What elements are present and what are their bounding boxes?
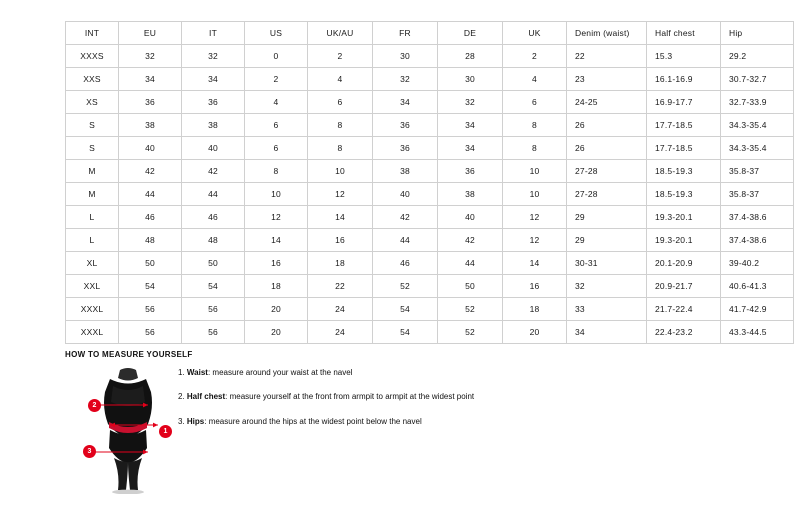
table-header-row [66, 22, 794, 45]
cell-it: 56 [182, 298, 245, 321]
cell-int: S [66, 114, 119, 137]
measure-instruction-half-chest [178, 392, 598, 402]
cell-hip: 37.4-38.6 [721, 206, 794, 229]
measure-number-3: 3. [178, 416, 185, 426]
cell-denim: 24-25 [567, 91, 647, 114]
cell-uk-au: 12 [308, 183, 373, 206]
cell-de: 32 [438, 91, 503, 114]
cell-int: L [66, 229, 119, 252]
cell-hip: 40.6-41.3 [721, 275, 794, 298]
cell-uk-au: 24 [308, 321, 373, 344]
cell-it: 50 [182, 252, 245, 275]
cell-int: M [66, 160, 119, 183]
measure-number-2: 2. [178, 392, 185, 402]
table-row [66, 45, 794, 68]
cell-hip: 35.8-37 [721, 183, 794, 206]
cell-int: XXL [66, 275, 119, 298]
cell-denim: 30-31 [567, 252, 647, 275]
cell-us: 8 [245, 160, 308, 183]
measure-term-waist: Waist [186, 368, 208, 377]
cell-denim: 22 [567, 45, 647, 68]
cell-denim: 32 [567, 275, 647, 298]
column-header-half-chest: Half chest [647, 22, 721, 45]
cell-de: 40 [438, 206, 503, 229]
cell-uk: 8 [503, 114, 567, 137]
cell-us: 0 [245, 45, 308, 68]
cell-eu: 46 [119, 206, 182, 229]
measure-term-hips: Hips [186, 416, 205, 426]
cell-eu: 36 [119, 91, 182, 114]
cell-uk-au: 24 [308, 298, 373, 321]
cell-hip: 32.7-33.9 [721, 91, 794, 114]
table-row [66, 229, 794, 252]
how-to-measure-title: HOW TO MEASURE YOURSELF [65, 350, 193, 359]
cell-int: XXXL [66, 298, 119, 321]
cell-us: 20 [245, 321, 308, 344]
cell-int: XL [66, 252, 119, 275]
cell-it: 54 [182, 275, 245, 298]
cell-eu: 48 [119, 229, 182, 252]
cell-fr: 36 [373, 114, 438, 137]
column-header-eu: EU [119, 22, 182, 45]
cell-de: 30 [438, 68, 503, 91]
measure-instruction-hips [178, 417, 598, 427]
cell-denim: 34 [567, 321, 647, 344]
cell-uk: 18 [503, 298, 567, 321]
cell-uk: 6 [503, 91, 567, 114]
cell-uk-au: 2 [308, 45, 373, 68]
cell-half-chest: 19.3-20.1 [647, 206, 721, 229]
cell-half-chest: 17.7-18.5 [647, 137, 721, 160]
table-row [66, 275, 794, 298]
cell-eu: 40 [119, 137, 182, 160]
cell-hip: 29.2 [721, 45, 794, 68]
cell-uk-au: 22 [308, 275, 373, 298]
column-header-hip: Hip [721, 22, 794, 45]
cell-fr: 44 [373, 229, 438, 252]
cell-half-chest: 17.7-18.5 [647, 114, 721, 137]
cell-de: 38 [438, 183, 503, 206]
cell-fr: 52 [373, 275, 438, 298]
cell-half-chest: 18.5-19.3 [647, 183, 721, 206]
column-header-de: DE [438, 22, 503, 45]
table-row [66, 91, 794, 114]
cell-half-chest: 20.9-21.7 [647, 275, 721, 298]
cell-it: 46 [182, 206, 245, 229]
cell-uk: 10 [503, 160, 567, 183]
cell-us: 18 [245, 275, 308, 298]
cell-eu: 38 [119, 114, 182, 137]
cell-hip: 34.3-35.4 [721, 114, 794, 137]
cell-int: XXXS [66, 45, 119, 68]
cell-us: 2 [245, 68, 308, 91]
mannequin-illustration [78, 366, 178, 494]
measure-badge-3: 3 [83, 445, 96, 458]
cell-half-chest: 22.4-23.2 [647, 321, 721, 344]
cell-int: M [66, 183, 119, 206]
cell-us: 6 [245, 137, 308, 160]
table-row [66, 137, 794, 160]
measure-instructions [178, 368, 598, 441]
cell-eu: 50 [119, 252, 182, 275]
cell-eu: 54 [119, 275, 182, 298]
cell-uk: 8 [503, 137, 567, 160]
cell-us: 16 [245, 252, 308, 275]
size-chart-container [65, 21, 767, 344]
cell-fr: 42 [373, 206, 438, 229]
table-row [66, 252, 794, 275]
cell-us: 6 [245, 114, 308, 137]
cell-denim: 29 [567, 229, 647, 252]
column-header-denim-waist: Denim (waist) [567, 22, 647, 45]
measure-text-waist: : measure around your waist at the navel [207, 368, 353, 377]
measure-number-1: 1. [178, 368, 185, 377]
measure-term-half-chest: Half chest [186, 392, 226, 402]
cell-us: 20 [245, 298, 308, 321]
cell-uk-au: 10 [308, 160, 373, 183]
cell-it: 40 [182, 137, 245, 160]
cell-fr: 46 [373, 252, 438, 275]
measure-text-half-chest: : measure yourself at the front from armpit to armpit at the widest point [225, 392, 475, 402]
cell-fr: 38 [373, 160, 438, 183]
cell-uk: 10 [503, 183, 567, 206]
cell-int: XXS [66, 68, 119, 91]
cell-it: 34 [182, 68, 245, 91]
cell-it: 32 [182, 45, 245, 68]
cell-fr: 54 [373, 321, 438, 344]
table-row [66, 321, 794, 344]
cell-denim: 26 [567, 137, 647, 160]
cell-us: 12 [245, 206, 308, 229]
cell-eu: 56 [119, 298, 182, 321]
cell-half-chest: 20.1-20.9 [647, 252, 721, 275]
cell-fr: 40 [373, 183, 438, 206]
cell-denim: 23 [567, 68, 647, 91]
cell-denim: 27-28 [567, 160, 647, 183]
cell-uk-au: 16 [308, 229, 373, 252]
cell-eu: 32 [119, 45, 182, 68]
table-row [66, 160, 794, 183]
cell-hip: 35.8-37 [721, 160, 794, 183]
cell-uk-au: 4 [308, 68, 373, 91]
cell-de: 34 [438, 114, 503, 137]
cell-de: 28 [438, 45, 503, 68]
cell-int: L [66, 206, 119, 229]
cell-eu: 34 [119, 68, 182, 91]
cell-denim: 27-28 [567, 183, 647, 206]
cell-fr: 30 [373, 45, 438, 68]
column-header-int: INT [66, 22, 119, 45]
cell-it: 38 [182, 114, 245, 137]
cell-hip: 39-40.2 [721, 252, 794, 275]
measure-badge-2: 2 [88, 399, 101, 412]
cell-uk: 14 [503, 252, 567, 275]
cell-de: 44 [438, 252, 503, 275]
cell-half-chest: 19.3-20.1 [647, 229, 721, 252]
cell-it: 36 [182, 91, 245, 114]
table-row [66, 206, 794, 229]
cell-uk: 16 [503, 275, 567, 298]
column-header-uk: UK [503, 22, 567, 45]
cell-half-chest: 18.5-19.3 [647, 160, 721, 183]
cell-uk: 20 [503, 321, 567, 344]
cell-it: 44 [182, 183, 245, 206]
cell-int: XS [66, 91, 119, 114]
table-row [66, 68, 794, 91]
cell-us: 14 [245, 229, 308, 252]
cell-half-chest: 15.3 [647, 45, 721, 68]
table-body [66, 45, 794, 344]
table-row [66, 183, 794, 206]
cell-fr: 34 [373, 91, 438, 114]
cell-it: 56 [182, 321, 245, 344]
cell-int: XXXL [66, 321, 119, 344]
measure-instruction-waist [178, 368, 598, 378]
cell-uk-au: 8 [308, 114, 373, 137]
cell-uk: 12 [503, 229, 567, 252]
cell-de: 36 [438, 160, 503, 183]
cell-it: 42 [182, 160, 245, 183]
column-header-it: IT [182, 22, 245, 45]
column-header-fr: FR [373, 22, 438, 45]
column-header-us: US [245, 22, 308, 45]
cell-hip: 34.3-35.4 [721, 137, 794, 160]
cell-it: 48 [182, 229, 245, 252]
cell-us: 10 [245, 183, 308, 206]
cell-half-chest: 21.7-22.4 [647, 298, 721, 321]
cell-hip: 37.4-38.6 [721, 229, 794, 252]
cell-hip: 41.7-42.9 [721, 298, 794, 321]
cell-de: 50 [438, 275, 503, 298]
cell-uk: 4 [503, 68, 567, 91]
cell-de: 34 [438, 137, 503, 160]
cell-denim: 26 [567, 114, 647, 137]
cell-fr: 32 [373, 68, 438, 91]
cell-uk-au: 6 [308, 91, 373, 114]
column-header-uk-au: UK/AU [308, 22, 373, 45]
cell-fr: 36 [373, 137, 438, 160]
cell-denim: 33 [567, 298, 647, 321]
cell-de: 52 [438, 321, 503, 344]
cell-hip: 30.7-32.7 [721, 68, 794, 91]
table-row [66, 298, 794, 321]
cell-fr: 54 [373, 298, 438, 321]
cell-denim: 29 [567, 206, 647, 229]
cell-int: S [66, 137, 119, 160]
size-chart-table [65, 21, 794, 344]
cell-half-chest: 16.9-17.7 [647, 91, 721, 114]
cell-uk-au: 8 [308, 137, 373, 160]
cell-uk: 12 [503, 206, 567, 229]
cell-uk-au: 14 [308, 206, 373, 229]
cell-us: 4 [245, 91, 308, 114]
cell-eu: 56 [119, 321, 182, 344]
cell-uk-au: 18 [308, 252, 373, 275]
cell-eu: 42 [119, 160, 182, 183]
measure-badge-1: 1 [159, 425, 172, 438]
cell-half-chest: 16.1-16.9 [647, 68, 721, 91]
cell-uk: 2 [503, 45, 567, 68]
cell-de: 42 [438, 229, 503, 252]
table-row [66, 114, 794, 137]
cell-hip: 43.3-44.5 [721, 321, 794, 344]
measure-text-hips: : measure around the hips at the widest point below the navel [204, 416, 422, 426]
cell-de: 52 [438, 298, 503, 321]
cell-eu: 44 [119, 183, 182, 206]
